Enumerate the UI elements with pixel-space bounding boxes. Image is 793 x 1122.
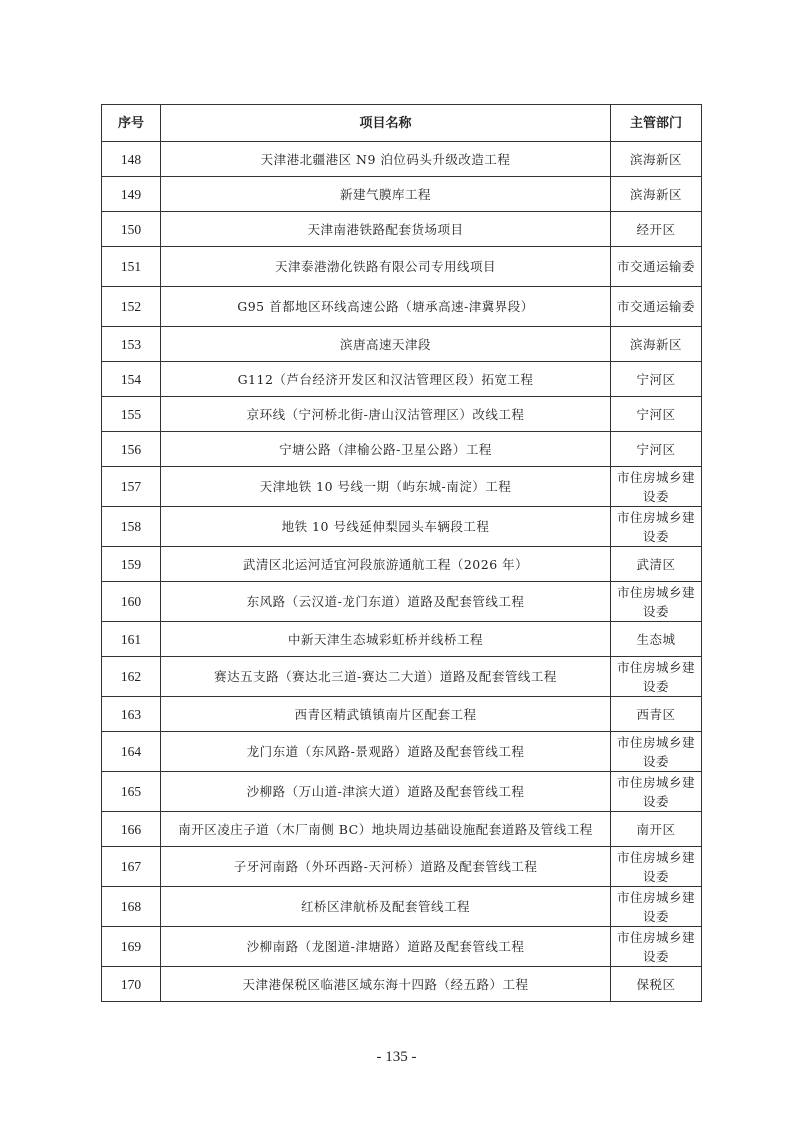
table-row: [102, 467, 702, 507]
cell-serial-number: 155: [102, 397, 161, 432]
table-row: [102, 247, 702, 287]
table-row: [102, 432, 702, 467]
cell-serial-number: 170: [102, 967, 161, 1002]
cell-serial-number: 168: [102, 887, 161, 927]
cell-department: 宁河区: [611, 362, 702, 397]
table-row: [102, 772, 702, 812]
cell-department: 市住房城乡建设委: [611, 847, 702, 887]
cell-department: 生态城: [611, 622, 702, 657]
cell-project-name: 龙门东道（东风路-景观路）道路及配套管线工程: [161, 732, 611, 772]
cell-serial-number: 161: [102, 622, 161, 657]
cell-serial-number: 159: [102, 547, 161, 582]
table-row: [102, 507, 702, 547]
table-row: [102, 177, 702, 212]
cell-serial-number: 150: [102, 212, 161, 247]
cell-project-name: 子牙河南路（外环西路-天河桥）道路及配套管线工程: [161, 847, 611, 887]
cell-project-name: 天津地铁 10 号线一期（屿东城-南淀）工程: [161, 467, 611, 507]
cell-serial-number: 164: [102, 732, 161, 772]
cell-project-name: 赛达五支路（赛达北三道-赛达二大道）道路及配套管线工程: [161, 657, 611, 697]
cell-department: 市住房城乡建设委: [611, 657, 702, 697]
cell-project-name: 滨唐高速天津段: [161, 327, 611, 362]
cell-project-name: 新建气膜库工程: [161, 177, 611, 212]
header-project-name: 项目名称: [161, 105, 611, 142]
cell-serial-number: 169: [102, 927, 161, 967]
header-serial-number: 序号: [102, 105, 161, 142]
table-row: [102, 967, 702, 1002]
table-row: [102, 657, 702, 697]
cell-department: 滨海新区: [611, 327, 702, 362]
cell-project-name: 沙柳南路（龙图道-津塘路）道路及配套管线工程: [161, 927, 611, 967]
cell-project-name: 南开区凌庄子道（木厂南侧 BC）地块周边基础设施配套道路及管线工程: [161, 812, 611, 847]
table-row: [102, 582, 702, 622]
page-number: - 135 -: [376, 1049, 417, 1065]
table-row: [102, 622, 702, 657]
cell-department: 市交通运输委: [611, 247, 702, 287]
table-body: [102, 142, 702, 1002]
cell-department: 滨海新区: [611, 142, 702, 177]
cell-serial-number: 167: [102, 847, 161, 887]
cell-serial-number: 156: [102, 432, 161, 467]
cell-serial-number: 165: [102, 772, 161, 812]
table-row: [102, 847, 702, 887]
cell-department: 宁河区: [611, 397, 702, 432]
cell-department: 滨海新区: [611, 177, 702, 212]
cell-serial-number: 152: [102, 287, 161, 327]
cell-department: 市住房城乡建设委: [611, 467, 702, 507]
cell-department: 市交通运输委: [611, 287, 702, 327]
cell-serial-number: 153: [102, 327, 161, 362]
cell-project-name: 天津港保税区临港区域东海十四路（经五路）工程: [161, 967, 611, 1002]
cell-serial-number: 160: [102, 582, 161, 622]
cell-project-name: 宁塘公路（津榆公路-卫星公路）工程: [161, 432, 611, 467]
cell-department: 经开区: [611, 212, 702, 247]
table-row: [102, 697, 702, 732]
cell-project-name: 天津港北疆港区 N9 泊位码头升级改造工程: [161, 142, 611, 177]
table-row: [102, 397, 702, 432]
cell-serial-number: 166: [102, 812, 161, 847]
table-row: [102, 547, 702, 582]
table-header-row: [102, 105, 702, 142]
cell-serial-number: 158: [102, 507, 161, 547]
cell-department: 宁河区: [611, 432, 702, 467]
header-department: 主管部门: [611, 105, 702, 142]
table-row: [102, 142, 702, 177]
cell-project-name: G112（芦台经济开发区和汉沽管理区段）拓宽工程: [161, 362, 611, 397]
cell-serial-number: 154: [102, 362, 161, 397]
table-row: [102, 327, 702, 362]
cell-department: 市住房城乡建设委: [611, 887, 702, 927]
cell-project-name: 红桥区津航桥及配套管线工程: [161, 887, 611, 927]
cell-serial-number: 162: [102, 657, 161, 697]
cell-serial-number: 151: [102, 247, 161, 287]
cell-project-name: 京环线（宁河桥北街-唐山汉沽管理区）改线工程: [161, 397, 611, 432]
cell-department: 市住房城乡建设委: [611, 582, 702, 622]
table-row: [102, 812, 702, 847]
cell-serial-number: 157: [102, 467, 161, 507]
cell-project-name: 天津南港铁路配套货场项目: [161, 212, 611, 247]
cell-department: 市住房城乡建设委: [611, 927, 702, 967]
cell-project-name: 东风路（云汉道-龙门东道）道路及配套管线工程: [161, 582, 611, 622]
cell-department: 市住房城乡建设委: [611, 772, 702, 812]
cell-project-name: 地铁 10 号线延伸梨园头车辆段工程: [161, 507, 611, 547]
cell-project-name: 西青区精武镇镇南片区配套工程: [161, 697, 611, 732]
cell-project-name: 中新天津生态城彩虹桥并线桥工程: [161, 622, 611, 657]
table-row: [102, 732, 702, 772]
table-row: [102, 362, 702, 397]
table-row: [102, 927, 702, 967]
cell-serial-number: 148: [102, 142, 161, 177]
cell-project-name: 武清区北运河适宜河段旅游通航工程（2026 年）: [161, 547, 611, 582]
cell-department: 南开区: [611, 812, 702, 847]
cell-department: 西青区: [611, 697, 702, 732]
cell-project-name: G95 首都地区环线高速公路（塘承高速-津冀界段）: [161, 287, 611, 327]
table-row: [102, 287, 702, 327]
cell-department: 保税区: [611, 967, 702, 1002]
cell-department: 市住房城乡建设委: [611, 732, 702, 772]
cell-project-name: 沙柳路（万山道-津滨大道）道路及配套管线工程: [161, 772, 611, 812]
cell-project-name: 天津泰港渤化铁路有限公司专用线项目: [161, 247, 611, 287]
cell-department: 市住房城乡建设委: [611, 507, 702, 547]
table-row: [102, 212, 702, 247]
project-table: [101, 104, 702, 1002]
table-row: [102, 887, 702, 927]
cell-serial-number: 149: [102, 177, 161, 212]
cell-department: 武清区: [611, 547, 702, 582]
cell-serial-number: 163: [102, 697, 161, 732]
